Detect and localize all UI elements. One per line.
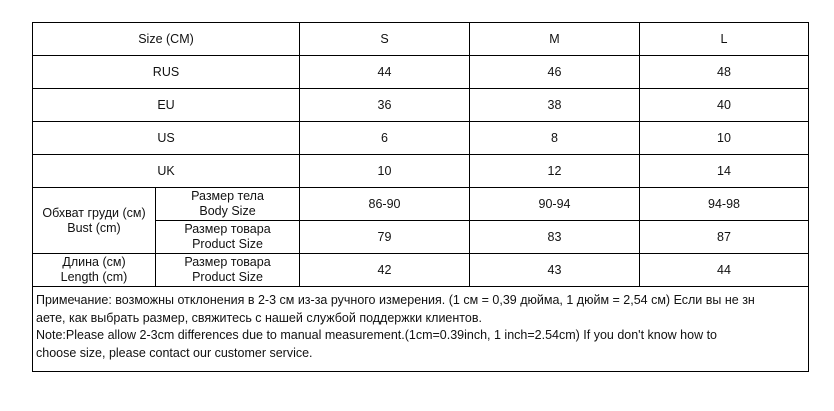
product-size-label-ru: Размер товара [184,222,271,236]
body-size-label [156,188,300,221]
table-row [33,155,809,188]
note-line: аете, как выбрать размер, свяжитесь с нашей службой поддержки клиентов. [36,310,482,325]
table-row [33,89,809,122]
measurement-note [33,287,809,372]
row-value: 10 [640,122,809,155]
row-value: 40 [640,89,809,122]
length-label-ru: Длина (см) [62,255,126,269]
body-size-label-en: Body Size [199,204,256,218]
row-value: 38 [470,89,640,122]
row-value: 42 [300,254,470,287]
row-value: 8 [470,122,640,155]
note-line: Note:Please allow 2-3cm differences due to manual measurement.(1cm=0.39inch, 1 inch=2.54cm) If you don't know how to [36,328,717,342]
row-value: 87 [640,221,809,254]
header-size-l: L [640,23,809,56]
row-value: 10 [300,155,470,188]
row-value: 44 [300,56,470,89]
row-value: 43 [470,254,640,287]
row-value: 6 [300,122,470,155]
row-value: 46 [470,56,640,89]
row-value: 44 [640,254,809,287]
table-row [33,56,809,89]
row-value: 86-90 [300,188,470,221]
note-row [33,287,809,372]
row-value: 94-98 [640,188,809,221]
row-value: 79 [300,221,470,254]
row-value: 48 [640,56,809,89]
bust-label [33,188,156,254]
size-chart-table [32,22,809,372]
note-line: Примечание: возможны отклонения в 2-3 см из-за ручного измерения. (1 см = 0,39 дюйма, 1 дюйм = 2,54 см) Если вы не зн [36,293,755,307]
row-value: 36 [300,89,470,122]
product-size-label [156,221,300,254]
header-size-s: S [300,23,470,56]
table-row [33,122,809,155]
length-label-en: Length (cm) [60,270,128,284]
row-value: 14 [640,155,809,188]
row-label: UK [33,155,300,188]
row-label: RUS [33,56,300,89]
bust-label-ru: Обхват груди (см) [42,205,146,220]
body-size-label-ru: Размер тела [191,189,264,203]
product-size-label-ru: Размер товара [184,255,271,269]
header-size-m: M [470,23,640,56]
product-size-label-en: Product Size [192,237,263,251]
header-label: Size (CM) [33,23,300,56]
length-row [33,254,809,287]
row-label: EU [33,89,300,122]
product-size-label [156,254,300,287]
row-value: 12 [470,155,640,188]
bust-body-row [33,188,809,221]
product-size-label-en: Product Size [192,270,263,284]
row-label: US [33,122,300,155]
row-value: 90-94 [470,188,640,221]
header-row [33,23,809,56]
bust-label-en: Bust (cm) [67,220,121,235]
length-label [33,254,156,287]
row-value: 83 [470,221,640,254]
note-line: choose size, please contact our customer service. [36,345,313,360]
